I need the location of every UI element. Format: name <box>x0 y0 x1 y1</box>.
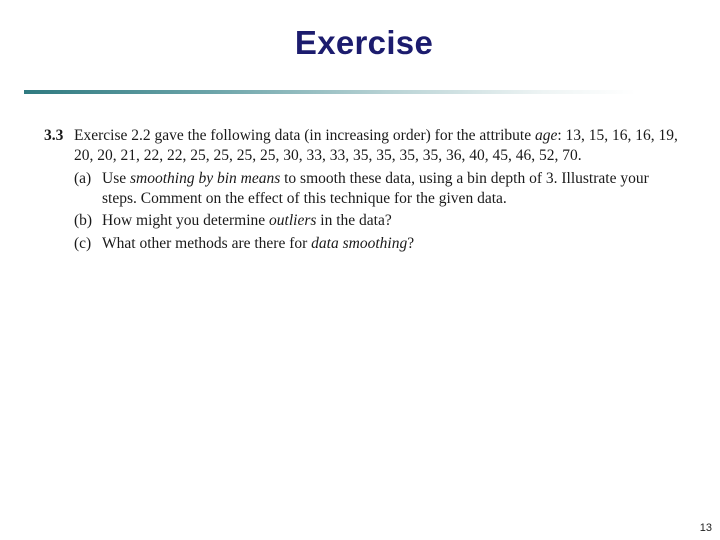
part-label: (c) <box>74 234 92 252</box>
exercise-part-c <box>74 234 680 254</box>
page-number: 13 <box>699 522 712 534</box>
part-text-after: in the data? <box>316 212 392 229</box>
exercise-part-a <box>74 169 680 208</box>
intro-term-age: age <box>534 127 558 144</box>
part-text-after: to smooth these data, using a bin depth of 3. Illustrate your steps. Comment on the effect of this technique for the given data. <box>102 170 649 207</box>
exercise-block <box>44 126 680 256</box>
intro-text-after: : 13, 15, 16, 16, 19, 20, 20, 21, 22, 22, 25, 25, 25, 25, 30, 33, 33, 35, 35, 35, 35, 36, 40, 45, 46, 52, 70. <box>74 127 678 164</box>
part-text-before: What other methods are there for <box>102 234 312 252</box>
exercise-statement <box>44 126 680 165</box>
part-label: (a) <box>74 170 92 187</box>
part-text-before: Use <box>102 170 130 187</box>
part-term: smoothing by bin means <box>129 170 281 187</box>
exercise-part-b <box>74 211 680 231</box>
intro-text-before: Exercise 2.2 gave the following data (in increasing order) for the attribute <box>74 127 535 144</box>
part-text-before: How might you determine <box>102 212 270 229</box>
part-text <box>102 211 680 231</box>
part-text-after: ? <box>407 234 415 252</box>
exercise-parts <box>74 169 680 253</box>
part-text <box>102 234 680 254</box>
part-term: data smoothing <box>311 234 408 252</box>
part-term: outliers <box>269 212 317 229</box>
exercise-intro <box>74 126 680 165</box>
slide-title: Exercise <box>294 24 434 61</box>
exercise-number: 3.3 <box>44 127 64 144</box>
title-divider <box>24 90 636 94</box>
part-text <box>102 169 680 208</box>
part-label: (b) <box>74 212 93 229</box>
